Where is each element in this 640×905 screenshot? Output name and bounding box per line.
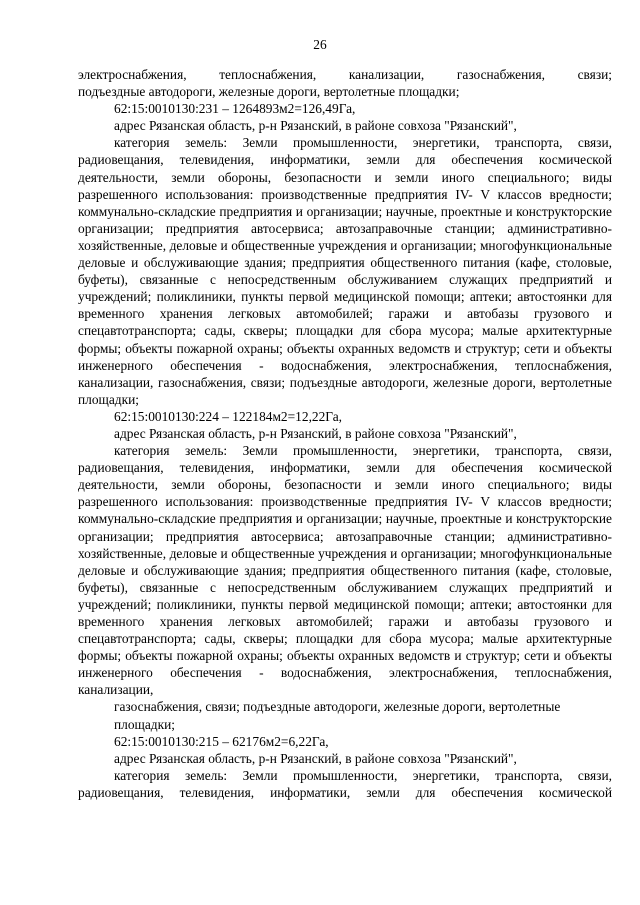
page-number: 26 <box>313 37 327 52</box>
paragraph: площадки; <box>114 716 176 732</box>
paragraph: адрес Рязанская область, р-н Рязанский, в районе совхоза "Рязанский", <box>114 118 517 134</box>
paragraph: 62:15:0010130:224 – 122184м2=12,22Га, <box>114 408 343 424</box>
paragraph: адрес Рязанская область, р-н Рязанский, в районе совхоза "Рязанский", <box>114 750 517 766</box>
paragraph: категория земель: Земли промышленности, энергетики, транспорта, связи, радиовещания, телевидения, информатики, земли для обеспечения космической <box>78 767 612 800</box>
paragraph: категория земель: Земли промышленности, энергетики, транспорта, связи, радиовещания, телевидения, информатики, земли для обеспечения космической деятельности, земли обороны, безопасности и земли иного специального; виды разрешенного использования: производственные предприятия IV- V классов вредности; коммунально-складские предприятия и организации; научные, проектные и конструкторские организации; предприятия автосервиса; автозаправочные станции; административно-хозяйственные, деловые и общественные учреждения и организации; многофункциональные деловые и обслуживающие здания; предприятия общественного питания (кафе, столовые, буфеты), связанные с непосредственным обслуживанием служащих предприятий и учреждений; поликлиники, пункты первой медицинской помощи; аптеки; автостоянки для временного хранения легковых автомобилей; гаражи и автобазы грузового и спецавтотранспорта; сады, скверы; площадки для сбора мусора; малые архитектурные формы; объекты пожарной охраны; объекты охранных ведомств и структур; сети и объекты инженерного обеспечения - водоснабжения, электроснабжения, теплоснабжения, канализации, газоснабжения, связи; подъездные автодороги, железные дороги, вертолетные площадки; <box>78 135 612 407</box>
paragraph: 62:15:0010130:215 – 62176м2=6,22Га, <box>114 733 329 749</box>
paragraph: газоснабжения, связи; подъездные автодороги, железные дороги, вертолетные <box>114 699 561 715</box>
paragraph: подъездные автодороги, железные дороги, вертолетные площадки; <box>78 84 460 100</box>
paragraph: адрес Рязанская область, р-н Рязанский, в районе совхоза "Рязанский", <box>114 425 517 441</box>
paragraph: категория земель: Земли промышленности, энергетики, транспорта, связи, радиовещания, телевидения, информатики, земли для обеспечения космической деятельности, земли обороны, безопасности и земли иного специального; виды разрешенного использования: производственные предприятия IV- V классов вредности; коммунально-складские предприятия и организации; научные, проектные и конструкторские организации; предприятия автосервиса; автозаправочные станции; административно-хозяйственные, деловые и общественные учреждения и организации; многофункциональные деловые и обслуживающие здания; предприятия общественного питания (кафе, столовые, буфеты), связанные с непосредственным обслуживанием служащих предприятий и учреждений; поликлиники, пункты первой медицинской помощи; аптеки; автостоянки для временного хранения легковых автомобилей; гаражи и автобазы грузового и спецавтотранспорта; сады, скверы; площадки для сбора мусора; малые архитектурные формы; объекты пожарной охраны; объекты охранных ведомств и структур; сети и объекты инженерного обеспечения - водоснабжения, электроснабжения, теплоснабжения, канализации, <box>78 443 612 698</box>
paragraph: электроснабжения, теплоснабжения, канализации, газоснабжения, связи; <box>78 67 612 82</box>
document-body <box>78 66 612 801</box>
paragraph: 62:15:0010130:231 – 1264893м2=126,49Га, <box>114 101 356 117</box>
